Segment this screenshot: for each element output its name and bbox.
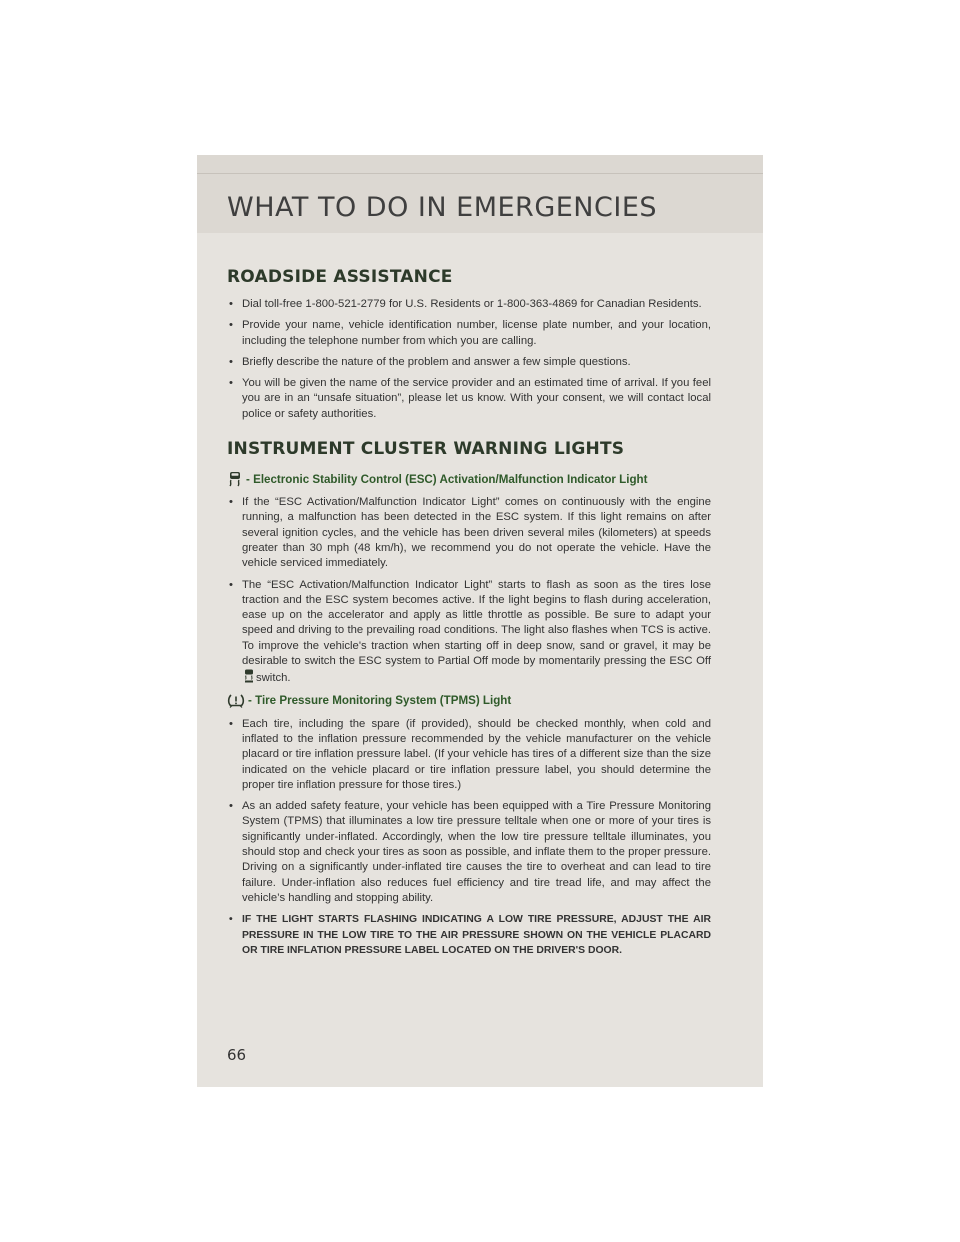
tpms-item-2: • As an added safety feature, your vehicle has been equipped with a Tire Pressure Monitoring System (TPMS) that illuminates a low tire pressure telltale when one or more of your tires is significantly under-inflated. Accordingly, when the low tire pressure telltale illuminates, you should stop and check your tires as soon as possible, and inflate them to the proper pressure. Driving on a significantly under-inflated tire causes the tire to overheat and can lead to tire failure. Under-inflation also reduces fuel efficiency and tire tread life, and may affect the vehicle’s handling and stopping ability. [227,799,711,906]
esc-skid-icon [227,471,243,487]
section-title: WHAT TO DO IN EMERGENCIES [227,192,658,223]
tpms-warning-icon [227,693,245,709]
cluster-heading: INSTRUMENT CLUSTER WARNING LIGHTS [227,439,625,460]
esc-item-2-text: The “ESC Activation/Malfunction Indicator Light” starts to flash as soon as the tires lose traction and the ESC system becomes active. If the light begins to flash during acceleration, ease up on the accelerator and apply as little throttle as possible. Be sure to adapt your speed and driving to the prevailing road conditions. The light also flashes when TCS is active. To improve the vehicle's traction when starting off in deep snow, sand or gravel, it may be desirable to switch the ESC system to Partial Off mode by momentarily pressing the ESC Off [242,578,711,668]
page-number: 66 [227,1046,247,1064]
roadside-item-2: • Provide your name, vehicle identification number, license plate number, and your location, including the telephone number from which you are calling. [227,318,711,349]
roadside-item-1: • Dial toll-free 1-800-521-2779 for U.S. Residents or 1-800-363-4869 for Canadian Residents. [227,297,711,312]
page-content [227,267,711,964]
esc-subheading-text: - Electronic Stability Control (ESC) Activation/Malfunction Indicator Light [246,472,648,486]
roadside-item-4: • You will be given the name of the service provider and an estimated time of arrival. If you feel you are in an “unsafe situation”, please let us know. With your consent, we will contact local police or safety authorities. [227,376,711,422]
esc-item-2 [227,578,711,687]
tpms-warning-item: • IF THE LIGHT STARTS FLASHING INDICATING A LOW TIRE PRESSURE, ADJUST THE AIR PRESSURE IN THE LOW TIRE TO THE AIR PRESSURE SHOWN ON THE VEHICLE PLACARD OR TIRE INFLATION PRESSURE LABEL LOCATED ON THE DRIVER'S DOOR. [227,912,711,958]
header-rule [197,173,763,174]
roadside-item-3: • Briefly describe the nature of the problem and answer a few simple questions. [227,355,711,370]
esc-item-1: • If the “ESC Activation/Malfunction Indicator Light” comes on continuously with the engine running, a malfunction has been detected in the ESC system. If this light remains on after several ignition cycles, and the vehicle has been driven several miles (kilometers) at speeds greater than 30 mph (48 km/h), we recommend you do not operate the vehicle. Have the vehicle serviced immediately. [227,495,711,571]
roadside-list [227,297,711,422]
roadside-heading: ROADSIDE ASSISTANCE [227,267,453,287]
tpms-item-1: • Each tire, including the spare (if provided), should be checked monthly, when cold and inflated to the inflation pressure recommended by the vehicle manufacturer on the vehicle placard or tire inflation pressure label. (If your vehicle has tires of a different size than the size indicated on the vehicle placard or tire inflation pressure label, you should determine the proper tire inflation pressure for those tires.) [227,717,711,793]
manual-page [197,155,763,1087]
header-bar [197,155,763,233]
esc-item-2-end: switch. [256,672,291,685]
esc-list [227,495,711,687]
esc-subheading [227,471,711,487]
tpms-subheading [227,693,711,709]
esc-off-icon [243,669,255,683]
tpms-list [227,717,711,958]
tpms-subheading-text: - Tire Pressure Monitoring System (TPMS) Light [248,694,512,708]
